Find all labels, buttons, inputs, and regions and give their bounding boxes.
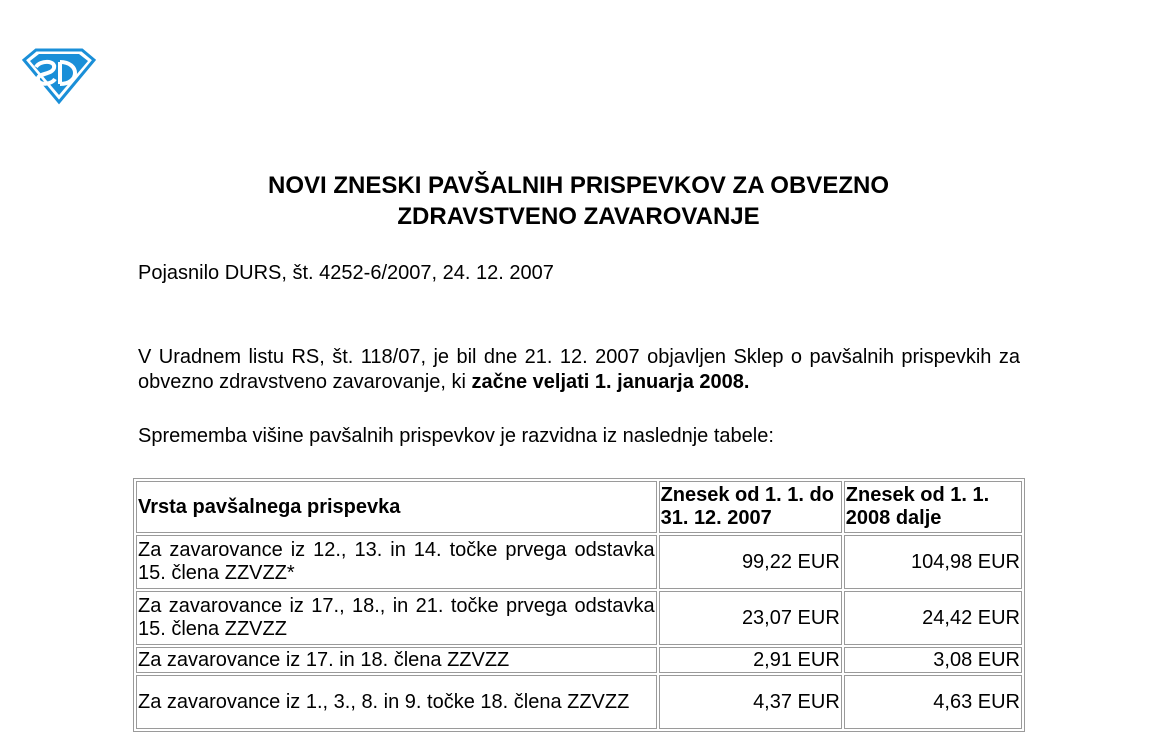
- row-amount-2007-cell: 2,91 EUR: [659, 647, 842, 673]
- row-amount-2008-cell: 3,08 EUR: [844, 647, 1022, 673]
- row-amount-2008-cell: 104,98 EUR: [844, 535, 1022, 589]
- table-row: [136, 675, 1022, 729]
- row-amount-2008-cell: 24,42 EUR: [844, 591, 1022, 645]
- table-row: [136, 647, 1022, 673]
- intro-bold-text: začne veljati 1. januarja 2008.: [471, 371, 750, 393]
- row-type-cell: Za zavarovance iz 12., 13. in 14. točke prvega odstavka 15. člena ZZVZZ*: [136, 535, 657, 589]
- title-line-2: ZDRAVSTVENO ZAVAROVANJE: [397, 203, 760, 230]
- row-type-cell: Za zavarovance iz 1., 3., 8. in 9. točke 18. člena ZZVZZ: [136, 675, 657, 729]
- sd-diamond-logo-icon: [22, 46, 96, 106]
- company-logo: [22, 46, 96, 106]
- table-intro-paragraph: Sprememba višine pavšalnih prispevkov je razvidna iz naslednje tabele:: [138, 425, 774, 447]
- table-row: [136, 591, 1022, 645]
- document-subtitle: Pojasnilo DURS, št. 4252-6/2007, 24. 12. 2007: [138, 262, 554, 284]
- row-type-cell: Za zavarovance iz 17. in 18. člena ZZVZZ: [136, 647, 657, 673]
- contributions-table: [133, 478, 1025, 732]
- row-type-cell: Za zavarovance iz 17., 18., in 21. točke prvega odstavka 15. člena ZZVZZ: [136, 591, 657, 645]
- row-amount-2007-cell: 4,37 EUR: [659, 675, 842, 729]
- intro-text: V Uradnem listu RS, št. 118/07, je bil dne 21. 12. 2007 objavljen Sklep o pavšalnih prispevkih za obvezno zdravstveno zavarovanje, ki: [138, 346, 1020, 393]
- table-header-row: [136, 481, 1022, 533]
- header-type: Vrsta pavšalnega prispevka: [136, 481, 657, 533]
- row-amount-2007-cell: 23,07 EUR: [659, 591, 842, 645]
- document-title: [0, 170, 1157, 232]
- header-amount-2008: Znesek od 1. 1. 2008 dalje: [844, 481, 1022, 533]
- title-line-1: NOVI ZNESKI PAVŠALNIH PRISPEVKOV ZA OBVEZNO: [268, 172, 889, 199]
- header-amount-2007: Znesek od 1. 1. do 31. 12. 2007: [659, 481, 842, 533]
- row-amount-2007-cell: 99,22 EUR: [659, 535, 842, 589]
- row-amount-2008-cell: 4,63 EUR: [844, 675, 1022, 729]
- table-row: [136, 535, 1022, 589]
- intro-paragraph: [138, 345, 1020, 395]
